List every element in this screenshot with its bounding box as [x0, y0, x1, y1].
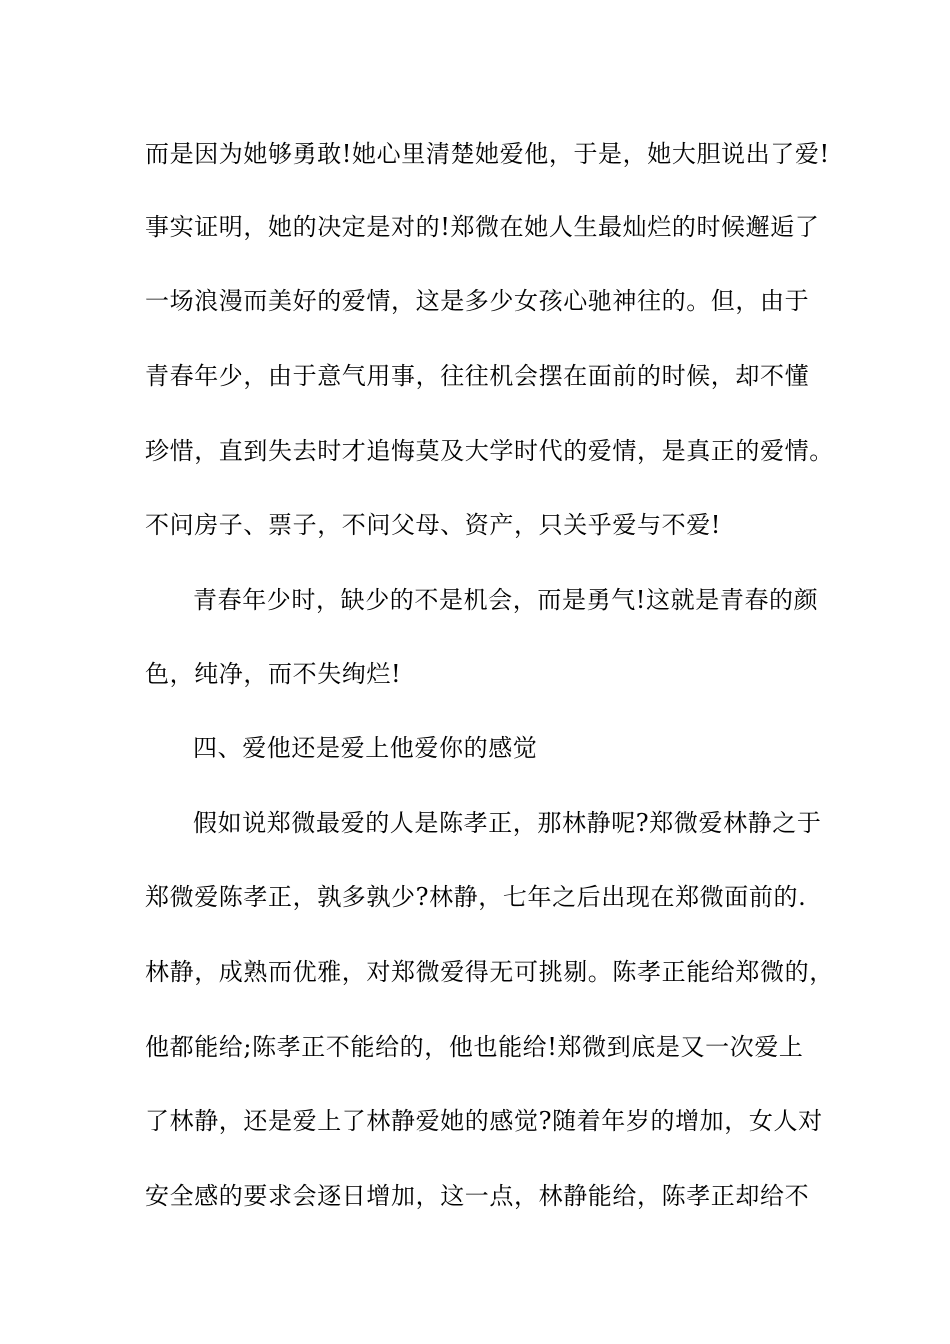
text-line: 了林静，还是爱上了林静爱她的感觉?随着年岁的增加，女人对 [145, 1107, 823, 1135]
text-line: 他都能给;陈孝正不能给的，他也能给!郑微到底是又一次爱上 [145, 1033, 804, 1061]
paragraph-first-line: 假如说郑微最爱的人是陈孝正，那林静呢?郑微爱林静之于 [193, 809, 822, 837]
text-line: 林静，成熟而优雅，对郑微爱得无可挑剔。陈孝正能给郑微的， [145, 958, 834, 986]
text-line: 事实证明，她的决定是对的!郑微在她人生最灿烂的时候邂逅了 [145, 213, 820, 241]
text-line: 不问房子、票子，不问父母、资产，只关乎爱与不爱! [145, 511, 722, 539]
text-line: 青春年少，由于意气用事，往往机会摆在面前的时候，却不懂 [145, 362, 810, 390]
text-line: 色，纯净，而不失绚烂! [145, 660, 402, 688]
text-line: 郑微爱陈孝正，孰多孰少?林静，七年之后出现在郑微面前的. [145, 883, 807, 911]
text-line: 而是因为她够勇敢!她心里清楚她爱他，于是，她大胆说出了爱! [145, 140, 830, 168]
paragraph-first-line: 青春年少时，缺少的不是机会，而是勇气!这就是青春的颜 [193, 586, 819, 614]
text-line: 珍惜，直到失去时才追悔莫及大学时代的爱情，是真正的爱情。 [145, 437, 834, 465]
section-heading: 四、爱他还是爱上他爱你的感觉 [193, 734, 538, 762]
text-line: 一场浪漫而美好的爱情，这是多少女孩心驰神往的。但，由于 [145, 287, 810, 315]
text-line: 安全感的要求会逐日增加，这一点，林静能给，陈孝正却给不 [145, 1182, 810, 1210]
